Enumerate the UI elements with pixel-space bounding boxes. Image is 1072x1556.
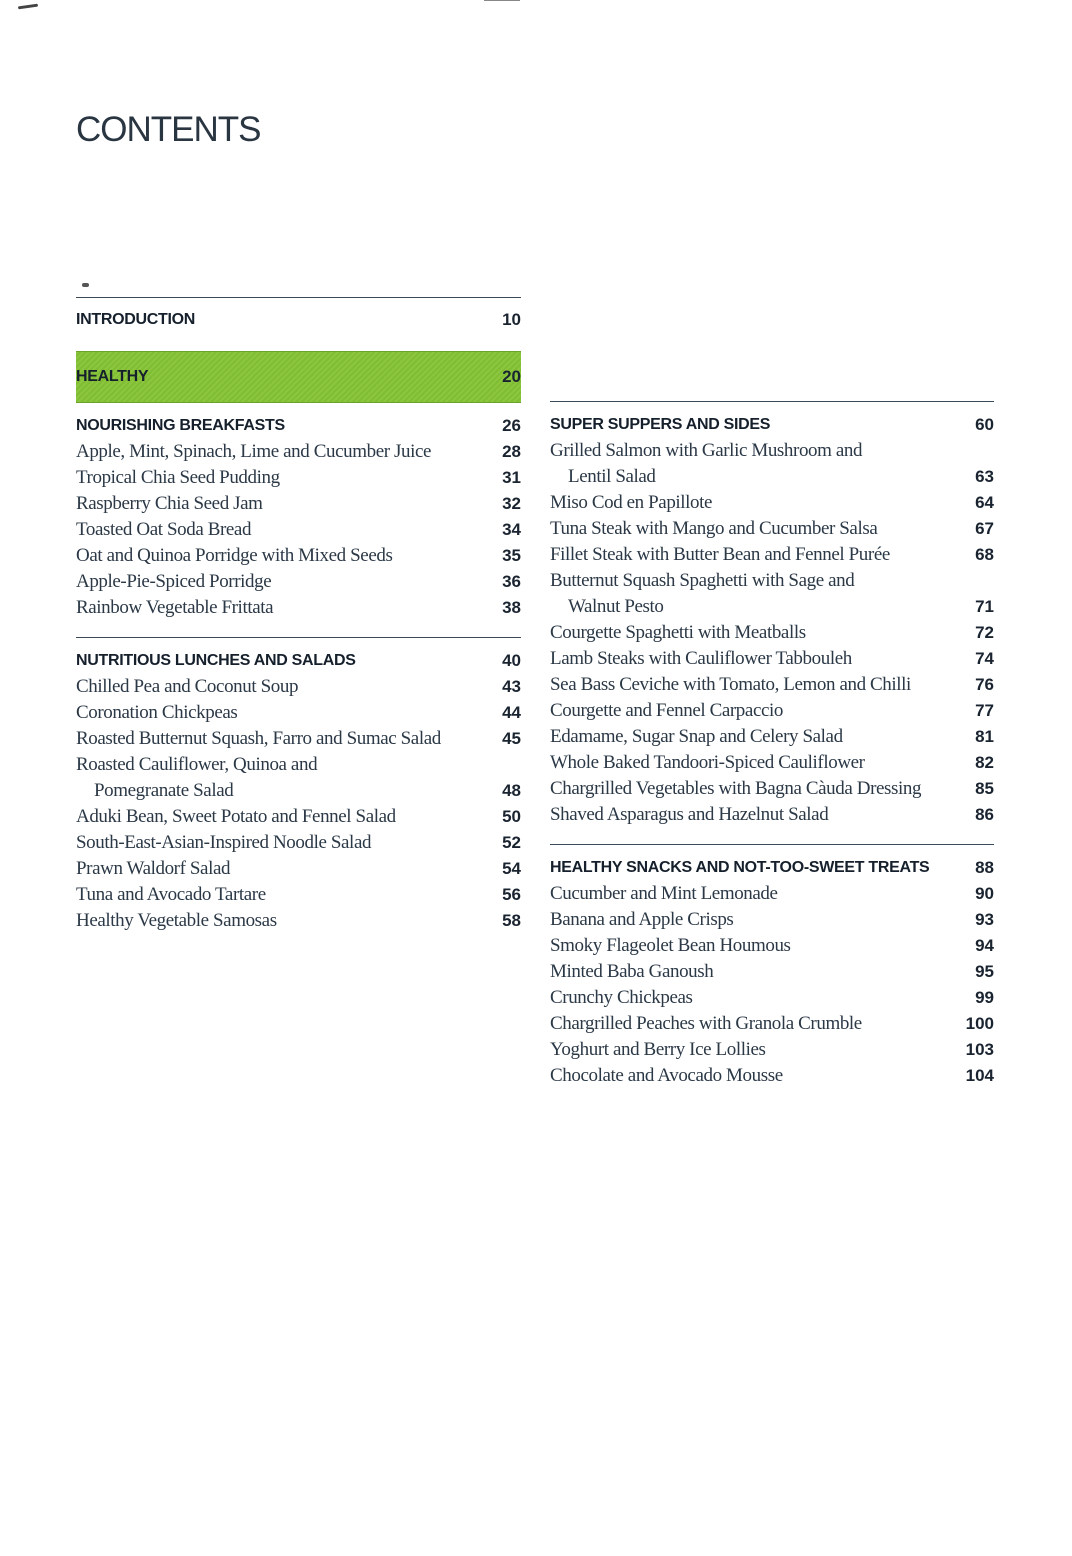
toc-entry[interactable]	[550, 620, 994, 646]
toc-entry[interactable]	[76, 674, 521, 700]
toc-entry[interactable]	[76, 517, 521, 543]
entry-title: Tropical Chia Seed Pudding	[76, 467, 280, 488]
entry-title: Chargrilled Vegetables with Bagna Càuda Dressing	[550, 778, 922, 799]
page-number: 54	[502, 859, 521, 878]
page-number: 28	[502, 442, 521, 461]
toc-entry[interactable]	[550, 1011, 994, 1037]
entry-title: Oat and Quinoa Porridge with Mixed Seeds	[76, 545, 393, 566]
entry-title: Rainbow Vegetable Frittata	[76, 597, 274, 618]
toc-entry[interactable]	[76, 700, 521, 726]
section-lunches	[76, 638, 521, 934]
entry-title: Raspberry Chia Seed Jam	[76, 493, 263, 514]
entry-title: Miso Cod en Papillote	[550, 492, 713, 513]
toc-entry[interactable]	[76, 856, 521, 882]
entry-title: Smoky Flageolet Bean Houmous	[550, 935, 791, 956]
entry-title: Apple-Pie-Spiced Porridge	[76, 571, 272, 592]
page-number: 95	[975, 962, 994, 981]
entry-title: Edamame, Sugar Snap and Celery Salad	[550, 726, 843, 747]
page-number: 76	[975, 675, 994, 694]
toc-entry[interactable]	[76, 543, 521, 569]
section-heading[interactable]	[550, 855, 994, 881]
page-number: 74	[975, 649, 994, 668]
page-number: 52	[502, 833, 521, 852]
toc-entry[interactable]	[550, 985, 994, 1011]
page-number: 100	[965, 1014, 994, 1033]
section-heading[interactable]	[550, 412, 994, 438]
entry-title: South-East-Asian-Inspired Noodle Salad	[76, 832, 372, 853]
toc-part-healthy[interactable]	[76, 351, 521, 403]
section-heading[interactable]	[76, 413, 521, 439]
entry-title: Cucumber and Mint Lemonade	[550, 883, 778, 904]
part-title: HEALTHY	[76, 368, 149, 385]
toc-left-column	[76, 297, 521, 934]
page-number: 94	[975, 936, 994, 955]
toc-entry[interactable]	[550, 568, 994, 620]
toc-entry[interactable]	[76, 465, 521, 491]
entry-title: Shaved Asparagus and Hazelnut Salad	[550, 804, 829, 825]
page-number: 32	[502, 494, 521, 513]
section-heading[interactable]	[76, 648, 521, 674]
toc-entry[interactable]	[550, 776, 994, 802]
entry-title: Coronation Chickpeas	[76, 702, 238, 723]
section-suppers	[550, 402, 994, 828]
page-number: 58	[502, 911, 521, 930]
section-snacks	[550, 845, 994, 1089]
toc-entry[interactable]	[550, 802, 994, 828]
page-number: 40	[502, 651, 521, 670]
entry-title: Courgette Spaghetti with Meatballs	[550, 622, 806, 643]
page-number: 35	[502, 546, 521, 565]
entry-title: Crunchy Chickpeas	[550, 987, 693, 1008]
toc-entry[interactable]	[76, 804, 521, 830]
entry-title: Fillet Steak with Butter Bean and Fennel Purée	[550, 544, 890, 565]
entry-list	[550, 881, 994, 1089]
page-number: 10	[502, 310, 521, 329]
scan-mark	[82, 283, 89, 287]
scan-mark	[484, 0, 520, 1]
page-number: 63	[975, 467, 994, 486]
toc-entry[interactable]	[550, 438, 994, 490]
scan-mark	[18, 4, 38, 10]
page-number: 71	[975, 597, 994, 616]
toc-entry[interactable]	[550, 724, 994, 750]
toc-entry[interactable]	[550, 490, 994, 516]
section-title: HEALTHY SNACKS AND NOT-TOO-SWEET TREATS	[550, 859, 930, 876]
page-number: 34	[502, 520, 521, 539]
entry-title: Courgette and Fennel Carpaccio	[550, 700, 783, 721]
page-number: 48	[502, 781, 521, 800]
entry-title: Banana and Apple Crisps	[550, 909, 734, 930]
toc-entry[interactable]	[550, 646, 994, 672]
page-number: 20	[502, 367, 521, 386]
entry-title: Butternut Squash Spaghetti with Sage and Walnut Pesto	[550, 570, 855, 617]
entry-title: Lamb Steaks with Cauliflower Tabbouleh	[550, 648, 852, 669]
toc-right-column	[550, 401, 994, 1089]
page-number: 38	[502, 598, 521, 617]
entry-title: INTRODUCTION	[76, 311, 196, 328]
entry-title: Yoghurt and Berry Ice Lollies	[550, 1039, 766, 1060]
page-number: 86	[975, 805, 994, 824]
toc-entry-introduction[interactable]	[76, 298, 521, 342]
page-number: 67	[975, 519, 994, 538]
entry-list	[550, 438, 994, 828]
toc-entry[interactable]	[76, 491, 521, 517]
toc-entry[interactable]	[76, 830, 521, 856]
page-number: 88	[975, 858, 994, 877]
page-number: 64	[975, 493, 994, 512]
entry-title: Whole Baked Tandoori-Spiced Cauliflower	[550, 752, 865, 773]
entry-list	[76, 439, 521, 621]
page-number: 26	[502, 416, 521, 435]
page-number: 56	[502, 885, 521, 904]
page-number: 99	[975, 988, 994, 1007]
entry-title: Sea Bass Ceviche with Tomato, Lemon and Chilli	[550, 674, 911, 695]
entry-title: Tuna and Avocado Tartare	[76, 884, 266, 905]
page-number: 90	[975, 884, 994, 903]
toc-entry[interactable]	[76, 439, 521, 465]
page-number: 72	[975, 623, 994, 642]
toc-entry[interactable]	[550, 959, 994, 985]
entry-title: Tuna Steak with Mango and Cucumber Salsa	[550, 518, 878, 539]
toc-entry[interactable]	[76, 882, 521, 908]
toc-entry[interactable]	[550, 933, 994, 959]
entry-title: Healthy Vegetable Samosas	[76, 910, 277, 931]
entry-title: Roasted Butternut Squash, Farro and Sumac Salad	[76, 728, 441, 749]
entry-title: Toasted Oat Soda Bread	[76, 519, 252, 540]
entry-title: Apple, Mint, Spinach, Lime and Cucumber Juice	[76, 441, 432, 462]
section-title: NUTRITIOUS LUNCHES AND SALADS	[76, 652, 356, 669]
toc-entry[interactable]	[550, 881, 994, 907]
page-number: 103	[965, 1040, 994, 1059]
toc-entry[interactable]	[76, 908, 521, 934]
page-number: 44	[502, 703, 521, 722]
entry-title: Grilled Salmon with Garlic Mushroom and Lentil Salad	[550, 440, 863, 487]
page-number: 43	[502, 677, 521, 696]
page-number: 82	[975, 753, 994, 772]
toc-entry[interactable]	[550, 1037, 994, 1063]
page-number: 85	[975, 779, 994, 798]
entry-title: Prawn Waldorf Salad	[76, 858, 231, 879]
toc-entry[interactable]	[550, 907, 994, 933]
toc-entry[interactable]	[76, 569, 521, 595]
page-number: 68	[975, 545, 994, 564]
page-number: 45	[502, 729, 521, 748]
page-title: CONTENTS	[76, 110, 261, 149]
toc-entry[interactable]	[76, 752, 521, 804]
entry-title: Roasted Cauliflower, Quinoa and Pomegranate Salad	[76, 754, 318, 801]
toc-entry[interactable]	[76, 595, 521, 621]
section-title: SUPER SUPPERS AND SIDES	[550, 416, 771, 433]
toc-entry[interactable]	[550, 542, 994, 568]
toc-entry[interactable]	[550, 750, 994, 776]
entry-title: Aduki Bean, Sweet Potato and Fennel Salad	[76, 806, 396, 827]
entry-title: Minted Baba Ganoush	[550, 961, 714, 982]
page-number: 77	[975, 701, 994, 720]
entry-list	[76, 674, 521, 934]
page-number: 81	[975, 727, 994, 746]
entry-title: Chilled Pea and Coconut Soup	[76, 676, 299, 697]
section-title: NOURISHING BREAKFASTS	[76, 417, 285, 434]
page-number: 31	[502, 468, 521, 487]
section-breakfasts	[76, 403, 521, 621]
page-number: 36	[502, 572, 521, 591]
page-number: 60	[975, 415, 994, 434]
page-number: 50	[502, 807, 521, 826]
page-number: 104	[965, 1066, 994, 1085]
toc-entry[interactable]	[76, 726, 521, 752]
toc-entry[interactable]	[550, 1063, 994, 1089]
entry-title: Chocolate and Avocado Mousse	[550, 1065, 783, 1086]
toc-entry[interactable]	[550, 672, 994, 698]
entry-title: Chargrilled Peaches with Granola Crumble	[550, 1013, 862, 1034]
toc-entry[interactable]	[550, 516, 994, 542]
page-number: 93	[975, 910, 994, 929]
toc-entry[interactable]	[550, 698, 994, 724]
